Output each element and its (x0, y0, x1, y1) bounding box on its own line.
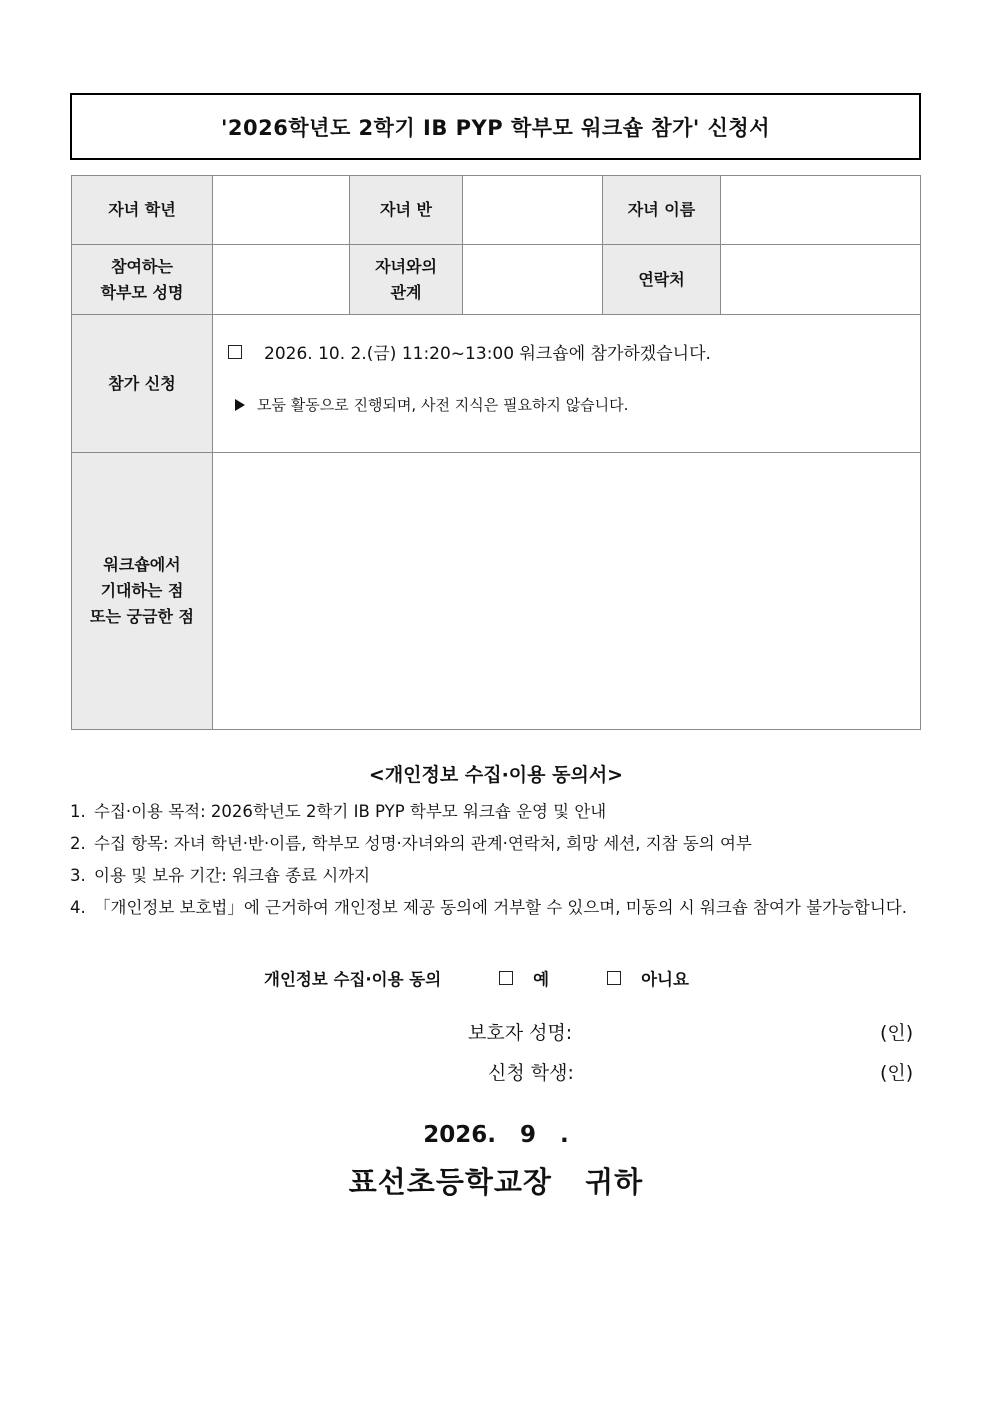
guardian-seal: (인) (880, 1022, 914, 1044)
expectations-field[interactable] (213, 453, 921, 730)
student-signature-label: 신청 학생: (488, 1062, 574, 1084)
child-name-label: 자녀 이름 (603, 176, 721, 245)
consent-item (70, 895, 930, 920)
apply-checkbox[interactable] (228, 345, 242, 359)
child-grade-label: 자녀 학년 (72, 176, 213, 245)
consent-no-option[interactable] (607, 966, 689, 990)
parent-name-field[interactable] (213, 245, 350, 315)
consent-item-text: 이용 및 보유 기간: 워크숍 종료 시까지 (94, 866, 371, 885)
submission-date-text: 2026. 9 . (423, 1122, 569, 1148)
consent-yes-checkbox[interactable] (499, 971, 513, 985)
apply-note-text: 모둠 활동으로 진행되며, 사전 지식은 필요하지 않습니다. (257, 396, 629, 414)
consent-item-text: 「개인정보 보호법」에 근거하여 개인정보 제공 동의에 거부할 수 있으며, 미동의 시 워크숍 참여가 불가능합니다. (94, 898, 907, 917)
child-class-label: 자녀 반 (350, 176, 463, 245)
consent-no-checkbox[interactable] (607, 971, 621, 985)
expectations-label-line1: 워크숍에서 (103, 555, 181, 574)
parent-name-label-line1: 참여하는 (111, 256, 173, 276)
expectations-label-line3: 또는 궁금한 점 (90, 607, 194, 626)
consent-item-text: 수집·이용 목적: 2026학년도 2학기 IB PYP 학부모 워크숍 운영 및 안내 (94, 802, 607, 821)
recipient-text: 표선초등학교장 귀하 (348, 1165, 644, 1199)
consent-item (70, 799, 930, 824)
consent-item (70, 831, 930, 856)
parent-name-label-line2: 학부모 성명 (100, 282, 184, 302)
apply-note (235, 394, 920, 415)
relation-field[interactable] (463, 245, 603, 315)
application-form-table (71, 175, 921, 730)
recipient (0, 1160, 992, 1201)
consent-list (70, 799, 930, 927)
apply-option[interactable] (225, 339, 920, 364)
consent-yes-option[interactable] (499, 966, 549, 990)
consent-item (70, 863, 930, 888)
consent-agree-label: 개인정보 수집·이용 동의 (264, 970, 442, 989)
consent-item-number: 2. (70, 834, 86, 853)
consent-item-number: 1. (70, 802, 86, 821)
contact-label: 연락처 (603, 245, 721, 315)
expectations-label (72, 453, 213, 730)
apply-label: 참가 신청 (72, 315, 213, 453)
relation-label (350, 245, 463, 315)
consent-item-text: 수집 항목: 자녀 학년·반·이름, 학부모 성명·자녀와의 관계·연락처, 희망 세션, 지참 동의 여부 (94, 834, 752, 853)
contact-field[interactable] (721, 245, 921, 315)
form-title: '2026학년도 2학기 IB PYP 학부모 워크숍 참가' 신청서 (70, 93, 921, 160)
consent-no-label: 아니요 (641, 970, 689, 989)
guardian-signature-label: 보호자 성명: (468, 1022, 573, 1044)
triangle-bullet-icon (235, 399, 245, 411)
child-class-field[interactable] (463, 176, 603, 245)
consent-agree-row (264, 966, 689, 990)
child-name-field[interactable] (721, 176, 921, 245)
consent-item-number: 3. (70, 866, 86, 885)
apply-option-text: 2026. 10. 2.(금) 11:20~13:00 워크숍에 참가하겠습니다. (264, 344, 711, 364)
student-seal: (인) (880, 1062, 914, 1084)
relation-label-line2: 관계 (390, 282, 422, 302)
apply-cell (213, 315, 921, 453)
consent-item-number: 4. (70, 898, 86, 917)
consent-title: <개인정보 수집·이용 동의서> (368, 764, 624, 786)
consent-yes-label: 예 (533, 970, 550, 989)
submission-date (0, 1122, 992, 1148)
child-grade-field[interactable] (213, 176, 350, 245)
parent-name-label (72, 245, 213, 315)
relation-label-line1: 자녀와의 (375, 256, 437, 276)
expectations-label-line2: 기대하는 점 (100, 581, 184, 600)
